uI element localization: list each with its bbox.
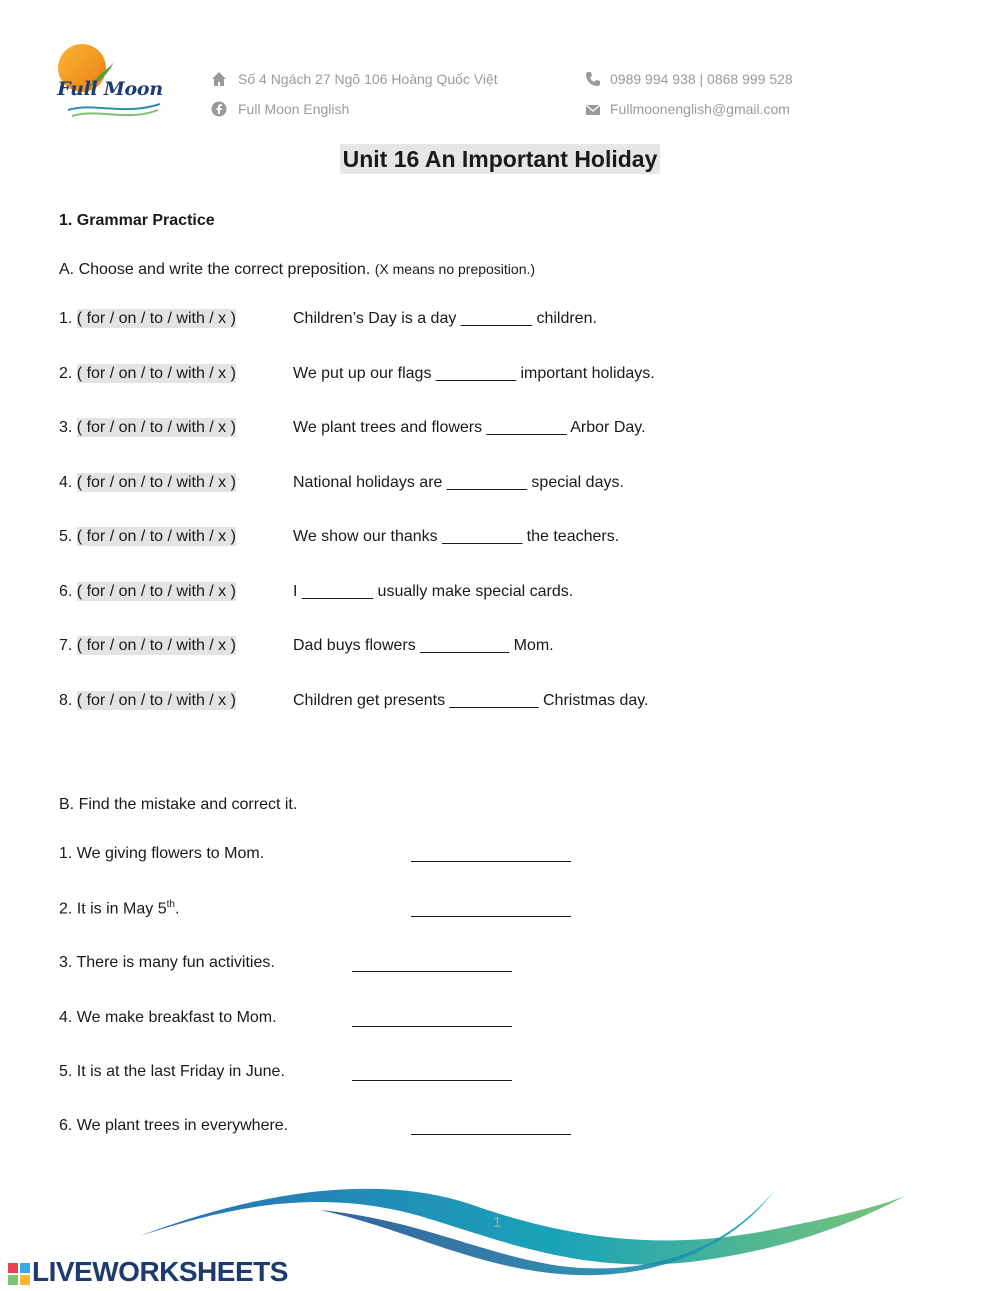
address-text: Số 4 Ngách 27 Ngõ 106 Hoàng Quốc Việt [238,71,498,87]
preposition-options[interactable]: ( for / on / to / with / x ) [76,583,236,600]
part-b-instruction: B. Find the mistake and correct it. [59,796,298,813]
part-a-note: (X means no preposition.) [374,261,536,277]
sentence-end: usually make special cards. [377,583,574,600]
list-item: 5. It is at the last Friday in June. [59,1063,285,1080]
item-number: 6. [59,583,73,600]
answer-line[interactable] [411,847,571,862]
answer-line[interactable] [352,1066,512,1081]
item-sentence [293,692,649,710]
sentence-start: Dad buys flowers [293,637,416,654]
answer-blank[interactable]: _________ [442,528,523,545]
preposition-options[interactable]: ( for / on / to / with / x ) [76,419,236,436]
list-item: 6. We plant trees in everywhere. [59,1117,289,1134]
preposition-options[interactable]: ( for / on / to / with / x ) [76,528,236,545]
answer-blank[interactable]: _________ [486,419,567,436]
answer-line[interactable] [411,902,571,917]
answer-line[interactable] [352,957,512,972]
item-sentence [293,365,655,383]
page-number: 1 [493,1214,502,1231]
list-item [59,583,236,601]
sentence-start: We show our thanks [293,528,438,545]
answer-blank[interactable]: ________ [460,310,532,327]
list-item [59,474,236,492]
answer-blank[interactable]: __________ [449,692,539,709]
section-heading: 1. Grammar Practice [59,212,215,229]
item-number: 1. [59,310,73,327]
answer-line[interactable] [352,1012,512,1027]
list-item [59,899,179,918]
facebook-icon [211,101,227,117]
page-title [0,146,1000,173]
part-a-instruction-text: A. Choose and write the correct preposition. [59,261,371,278]
list-item [59,419,236,437]
sentence-end: important holidays. [520,365,655,382]
sentence-end: the teachers. [526,528,620,545]
sentence-end: children. [536,310,597,327]
home-icon [211,71,227,87]
preposition-options[interactable]: ( for / on / to / with / x ) [76,474,236,491]
answer-blank[interactable]: ________ [301,583,374,600]
preposition-options[interactable]: ( for / on / to / with / x ) [76,310,236,327]
item-sentence [293,310,597,328]
list-item [59,528,236,546]
list-item [59,637,236,655]
list-item [59,365,236,383]
sentence-start: We plant trees and flowers [293,419,483,436]
sentence-end: special days. [531,474,624,491]
facebook-text: Full Moon English [238,101,350,117]
sentence-end: Mom. [513,637,554,654]
item-sentence [293,583,573,601]
preposition-options[interactable]: ( for / on / to / with / x ) [76,692,236,709]
answer-blank[interactable]: _________ [435,365,516,382]
list-item: 4. We make breakfast to Mom. [59,1009,277,1026]
item-number: 5. [59,528,73,545]
sentence-end: Christmas day. [542,692,649,709]
list-item [59,692,236,710]
phone-text: 0989 994 938 | 0868 999 528 [610,71,793,87]
email-text: Fullmoonenglish@gmail.com [610,101,790,117]
page-title-text: Unit 16 An Important Holiday [340,144,661,174]
mail-icon [585,102,601,118]
list-item: 1. We giving flowers to Mom. [59,845,265,862]
item-number: 2. [59,365,73,382]
item-number: 8. [59,692,73,709]
item-number: 3. [59,419,73,436]
list-item: 3. There is many fun activities. [59,954,275,971]
item-text-tail: . [174,900,180,918]
preposition-options[interactable]: ( for / on / to / with / x ) [76,365,236,382]
item-superscript: th [166,899,175,910]
list-item [59,310,236,328]
answer-blank[interactable]: __________ [420,637,510,654]
sentence-start: Children get presents [293,692,446,709]
sentence-start: We put up our flags [293,365,432,382]
preposition-options[interactable]: ( for / on / to / with / x ) [76,637,236,654]
sentence-start: I [293,583,298,600]
item-sentence [293,419,646,437]
sentence-start: Children’s Day is a day [293,310,457,327]
item-number: 4. [59,474,73,491]
item-number: 7. [59,637,73,654]
item-text: 2. It is in May 5 [59,900,167,918]
answer-line[interactable] [411,1120,571,1135]
liveworksheets-brand[interactable]: LIVEWORKSHEETS [32,1256,288,1287]
item-sentence [293,528,619,546]
item-sentence [293,474,624,492]
phone-icon [585,71,601,87]
sentence-end: Arbor Day. [570,419,646,436]
liveworksheets-logo-icon [8,1260,30,1288]
full-moon-logo [54,40,166,124]
logo-text: Full Moon [57,78,163,100]
sentence-start: National holidays are [293,474,443,491]
part-a-instruction [59,261,535,279]
item-sentence [293,637,554,655]
answer-blank[interactable]: _________ [446,474,527,491]
